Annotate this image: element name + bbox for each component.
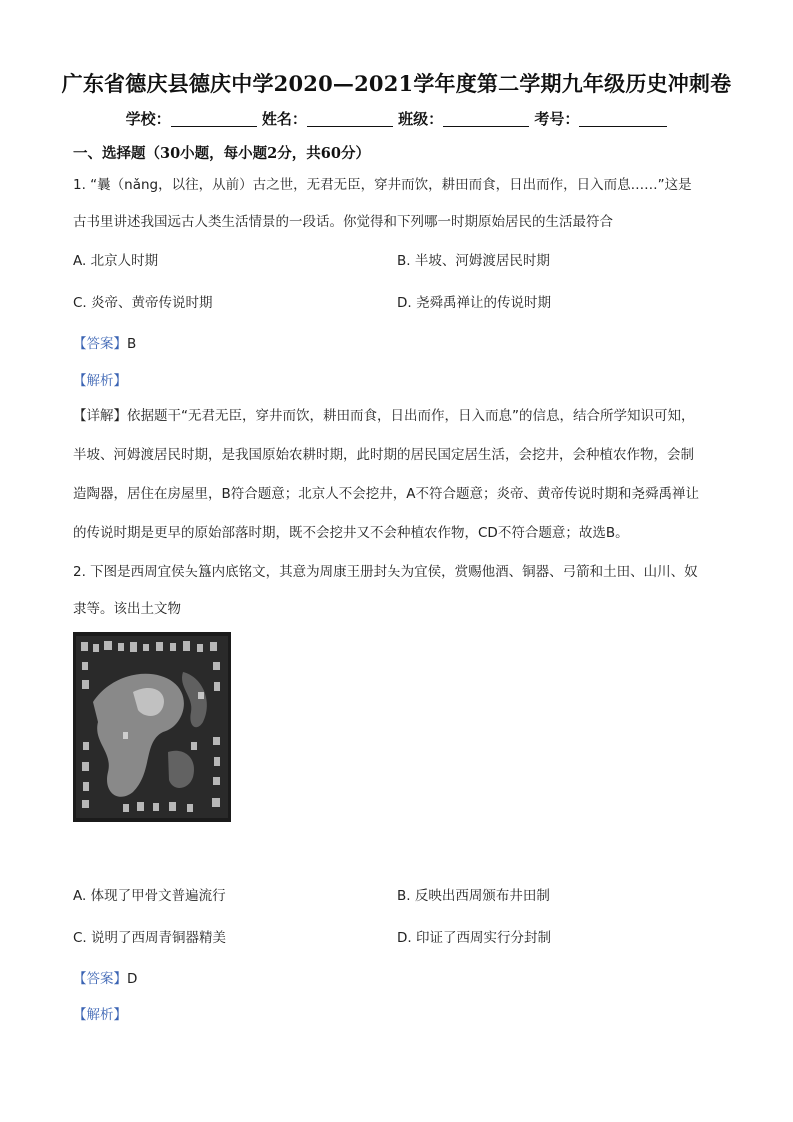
question-2-line-2: 隶等。该出土文物: [73, 601, 181, 617]
q1-detail: [73, 397, 728, 553]
exam-title: 广东省德庆县德庆中学2020—2021学年度第二学期九年级历史冲刺卷: [61, 71, 732, 96]
q2-option-c: C. 说明了西周青铜器精美: [73, 930, 227, 946]
q1-option-d: D. 尧舜禹禅让的传说时期: [397, 295, 551, 311]
section-heading: 一、选择题（30小题，每小题2分，共60分）: [73, 145, 370, 162]
question-1-line-1: 1. “曩（nǎng，以往，从前）古之世，无君无臣，穿井而饮，耕田而食，日出而作，日入而息……”这是: [73, 177, 692, 193]
analysis-tag: 【解析】: [73, 373, 127, 389]
q2-option-b: B. 反映出西周颁布井田制: [397, 888, 550, 904]
question-1-line-2: 古书里讲述我国远古人类生活情景的一段话。你觉得和下列哪一时期原始居民的生活最符合: [73, 214, 613, 230]
q2-answer: [73, 967, 137, 987]
name-label: 姓名：: [261, 110, 307, 128]
detail-line-3: 造陶器，居住在房屋里，B符合题意；北京人不会挖井，A不符合题意；炎帝、黄帝传说时期和尧舜禹禅让: [73, 486, 699, 502]
number-blank[interactable]: [579, 111, 667, 127]
detail-line-4: 的传说时期是更早的原始部落时期，既不会挖井又不会种植农作物，CD不符合题意；故选B。: [73, 525, 629, 541]
q1-option-a: A. 北京人时期: [73, 253, 159, 269]
q2-option-a: A. 体现了甲骨文普遍流行: [73, 888, 226, 904]
detail-text-1: 依据题干“无君无臣，穿井而饮，耕田而食，日出而作，日入而息”的信息，结合所学知识可知，: [127, 408, 695, 424]
question-2-line-1: 2. 下图是西周宜侯夨簋内底铭文，其意为周康王册封夨为宜侯，赏赐他酒、铜器、弓箭和土田、山川、奴: [73, 564, 698, 580]
q1-answer: [73, 332, 136, 352]
detail-tag: 【详解】: [73, 408, 127, 424]
class-blank[interactable]: [443, 111, 529, 127]
detail-line-1: [73, 397, 728, 436]
q1-analysis: [73, 369, 127, 389]
q2-option-d: D. 印证了西周实行分封制: [397, 930, 551, 946]
question-1-stem: [73, 167, 721, 241]
q2-analysis: [73, 1003, 127, 1023]
answer-tag: 【答案】: [73, 971, 127, 987]
bronze-inscription-rubbing-image: [73, 632, 231, 822]
q1-option-c: C. 炎帝、黄帝传说时期: [73, 295, 213, 311]
answer-tag: 【答案】: [73, 336, 127, 352]
school-label: 学校：: [125, 110, 171, 128]
class-label: 班级：: [398, 110, 444, 128]
answer-value: B: [127, 336, 137, 352]
question-2-stem: [73, 554, 728, 628]
school-blank[interactable]: [171, 111, 257, 127]
number-label: 考号：: [534, 110, 580, 128]
answer-value: D: [127, 971, 138, 987]
analysis-tag: 【解析】: [73, 1007, 127, 1023]
q1-option-b: B. 半坡、河姆渡居民时期: [397, 253, 550, 269]
detail-line-2: 半坡、河姆渡居民时期，是我国原始农耕时期，此时期的居民国定居生活，会挖井，会种植农作物，会制: [73, 447, 694, 463]
name-blank[interactable]: [307, 111, 393, 127]
student-info-row: [0, 108, 793, 129]
